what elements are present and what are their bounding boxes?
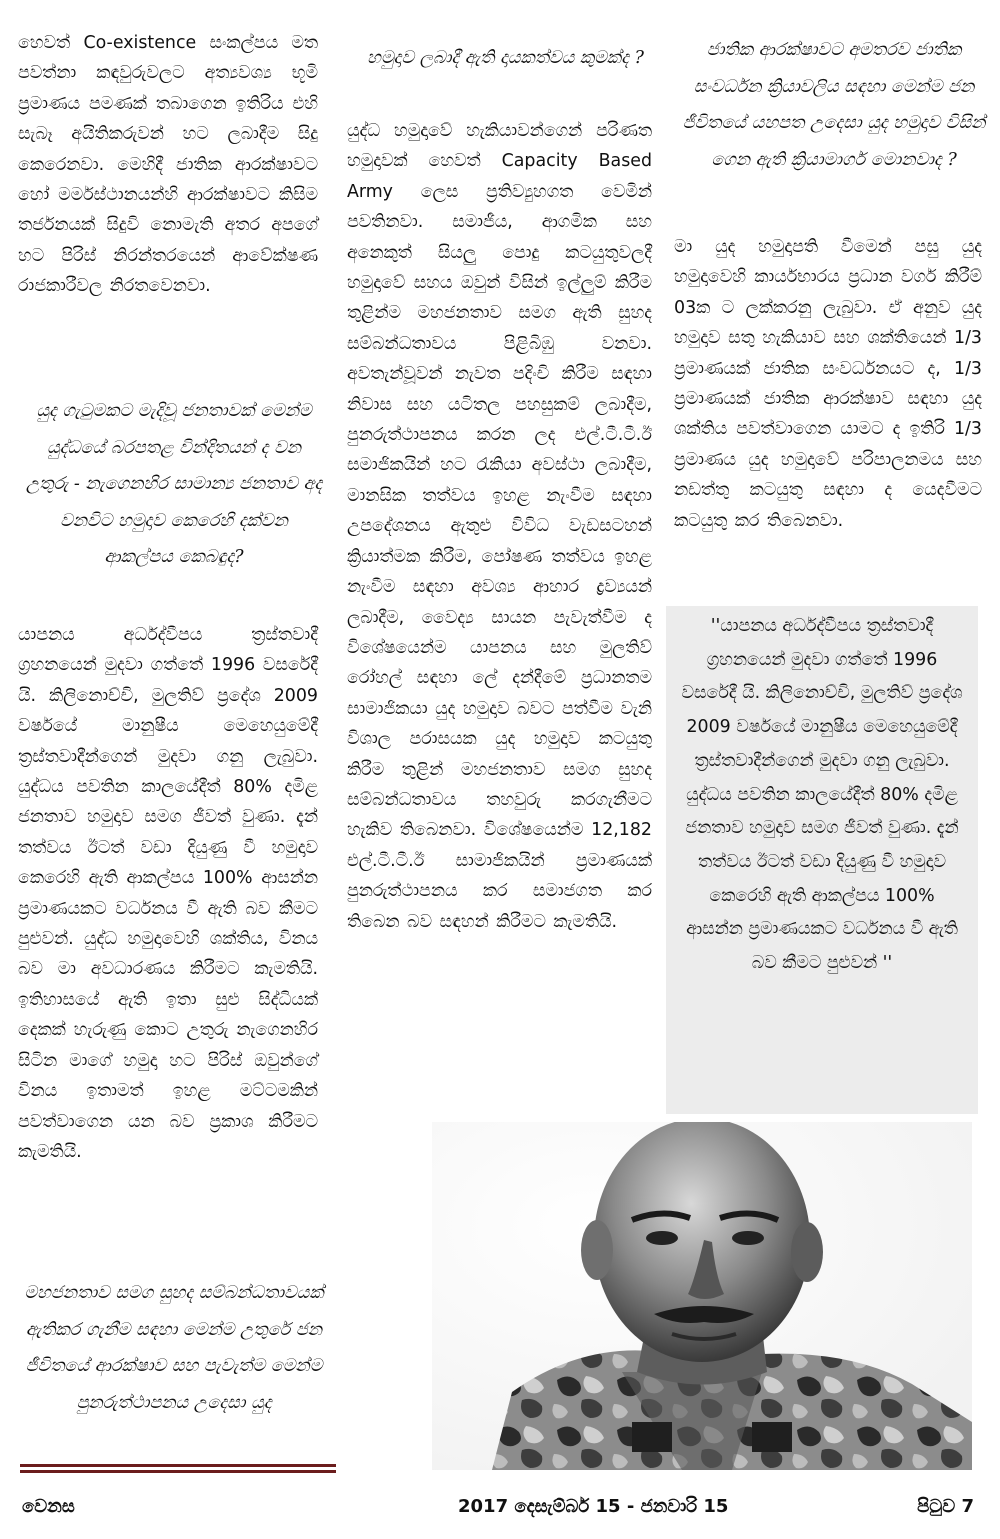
body-paragraph: හෙවත් Co-existence සංකල්පය මත පවත්නා කඳවුරුවලට අත්‍යවශ්‍ය භූමි ප්‍රමාණය පමණක් තබාගෙන ඉතිරිය එහි සැබෑ අයිතිකරුවන් හට ලබාදීම සිදු කෙරෙනවා. මෙහිදී ජාතික ආරක්ෂාවට හෝ මර්මස්ථානයන්හි ආරක්ෂාවට කිසිම තර්ජනයක් සිදුවි නොමැති අතර අපගේ හට පිරිස් නිරන්තරයෙන් ආවේක්ෂණ රාජකාරීවල නිරතවෙනවා. bbox=[18, 33, 318, 297]
publication-name: වෙනස bbox=[22, 1496, 75, 1517]
question-heading: හමුදාව ලබාදී ඇති දායකත්වය කුමක්ද ? bbox=[367, 48, 644, 68]
body-paragraph: යුද්ධ හමුදාවේ හැකියාවන්ගෙන් පරිණත හමුදාවක් හෙවත් Capacity Based Army ලෙස ප්‍රතිව්‍යුහගත වෙමින් පවතිනවා. සමාජීය, ආගමික සහ අනෙකුත් සියලු පොදු කටයුතුවලදී හමුදාවේ සහය ඔවුන් විසින් ඉල්ලුම් කිරීම තුළින්ම මහජනතාව සමග ඇති සුහද සම්බන්ධතාවය පිළිබිඹු වනවා. අවතැන්වූවන් නැවත පදිංචි කිරීම සඳහා නිවාස සහ යටිතල පහසුකම් ලබාදීම, පුනරුත්ථාපනය කරන ලද එල්.ටී.ටී.ඊ සමාජිකයින් හට රැකියා අවස්ථා ලබාදීම, මානසික තත්වය ඉහළ නැංවීම සඳහා උපදේශනය ඇතුළු විවිධ වැඩසටහන් ක්‍රියාත්මක කිරීම, පෝෂණ තත්වය ඉහළ නැංවීම සඳහා අවශ්‍ය ආහාර ද්‍රව්‍යයන් ලබාදීම, වෛද්‍ය සායන පැවැත්වීම ද විශේෂයෙන්ම යාපනය සහ මුලතිව් රෝහල් සඳහා ලේ දන්දීමේ ප්‍රධානතම සාමාජිකයා යුද හමුදාව බවට පත්වීම වැනි විශාල පරාසයක යුද හමුදාව කටයුතු කිරීම තුළින් මහජනතාව සමග සුහද සම්බන්ධතාවය තහවුරු කරගැනීමට හැකිව තිබෙනවා. විශේෂයෙන්ම 12,182 එල්.ටී.ටී.ඊ සාමාජිකයින් ප්‍රමාණයක් පුනරුත්ථාපනය කර සමාජගත කර තිබෙන බව සඳහන් කිරීමට කැමතියි. bbox=[347, 121, 652, 932]
question-heading: යුද ගැටුමකට මැදිවූ ජනතාවක් මෙන්ම යුද්ධයේ බරපතළ වින්දිතයන් ද වන උතුරු - නැගෙනහිර සාමාන්‍ය ජනතාව අද වනවිට හමුදාව කෙරෙහි දක්වන ආකල්පය කෙබඳුද? bbox=[25, 401, 323, 567]
pull-quote-box bbox=[666, 606, 978, 1114]
pull-quote-text: ''යාපනය අර්ධද්වීපය ත්‍රස්තවාදී ග්‍රහනයෙන් මුදවා ගත්තේ 1996 වසරේදී යි. කිලිනොච්චි, මුලතිව් ප්‍රදේශ 2009 වර්ෂයේ මානුෂීය මෙහෙයුමේදී ත්‍රස්තවාදීන්ගෙන් මුදවා ගනු ලැබුවා. යුද්ධය පවතින කාලයේදීත් 80% දමිළ ජනතාව හමුදාව සමග ජීවත් වුණා. දැන් තත්වය ඊටත් වඩා දියුණු වී හමුදාව කෙරෙහි ඇති ආකල්පය 100% ආසන්න ප්‍රමාණයකට වර්ධනය වී ඇති බව කීමට පුළුවන් '' bbox=[681, 616, 963, 974]
footer-rule-line bbox=[20, 1464, 336, 1467]
portrait-photo-icon bbox=[432, 1122, 972, 1470]
footer-rule bbox=[20, 1464, 336, 1476]
page-number: පිටුව 7 bbox=[917, 1496, 974, 1517]
issue-date: 2017 දෙසැම්බර් 15 - ජනවාරි 15 bbox=[458, 1496, 729, 1517]
body-paragraph: යාපනය අර්ධද්වීපය ත්‍රස්තවාදී ග්‍රහනයෙන් මුදවා ගත්තේ 1996 වසරේදී යි. කිලිනොච්චි, මුලතිව් ප්‍රදේශ 2009 වර්ෂයේ මානුෂීය මෙහෙයුමේදී ත්‍රස්තවාදීන්ගෙන් මුදවා ගනු ලැබුවා. යුද්ධය පවතින කාලයේදීත් 80% දමිළ ජනතාව හමුදාව සමග ජීවත් වුණා. දැන් තත්වය ඊටත් වඩා දියුණු වී හමුදාව කෙරෙහි ඇති ආකල්පය 100% ආසන්න ප්‍රමාණයකට වර්ධනය වී ඇති බව කීමට පුළුවන්. යුද්ධ හමුදාවෙහි ශක්තිය, විනය බව මා අවධාරණය කිරීමට කැමතියි. ඉතිහාසයේ ඇති ඉතා සුළු සිද්ධියක් දෙකක් හැරුණු කොට උතුරු නැගෙනහිර සිටින මාගේ හමුදා හට පිරිස් ඔවුන්ගේ විනය ඉතාමත් ඉහළ මට්ටමකින් පවත්වාගෙන යන බව ප්‍රකාශ කිරීමට කැමතියි. bbox=[18, 625, 318, 1162]
footer-rule-line bbox=[20, 1470, 336, 1473]
body-paragraph: මා යුද හමුදාපති වීමෙන් පසු යුද හමුදාවෙහි කාර්යභාරය ප්‍රධාන වර්ග කිරීම් 03ක ට ලක්කරනු ලැබුවා. ඒ අනුව යුද හමුදාව සතු හැකියාව සහ ශක්තියෙන් 1/3 ප්‍රමාණයක් ජාතික සංවර්ධනයට ද, 1/3 ප්‍රමාණයක් ජාතික ආරක්ෂාව සඳහා යුද ශක්තිය පවත්වාගෙන යාමට ද ඉතිරි 1/3 ප්‍රමාණය යුද හමුදාවේ පරිපාලනමය සහ නඩත්තු කටයුතු සඳහා ද යෙදවීමට කටයුතු කර තිබෙනවා. bbox=[674, 237, 982, 531]
question-heading: ජාතික ආරක්ෂාවට අමතරව ජාතික සංවර්ධන ක්‍රියාවලිය සඳහා මෙන්ම ජන ජීවිතයේ යහපත උදෙසා යුද හමුදාව විසින් ගෙන ඇති ක්‍රියාමාර්ග මොනවාද ? bbox=[682, 40, 986, 170]
question-heading: මහජනතාව සමග සුහද සම්බන්ධතාවයක් ඇතිකර ගැනීම සඳහා මෙන්ම උතුරේ ජන ජීවිතයේ ආරක්ෂාව සහ පැවැත්ම මෙන්ම පුනරුත්ථාපනය උදෙසා යුද bbox=[24, 1283, 324, 1413]
